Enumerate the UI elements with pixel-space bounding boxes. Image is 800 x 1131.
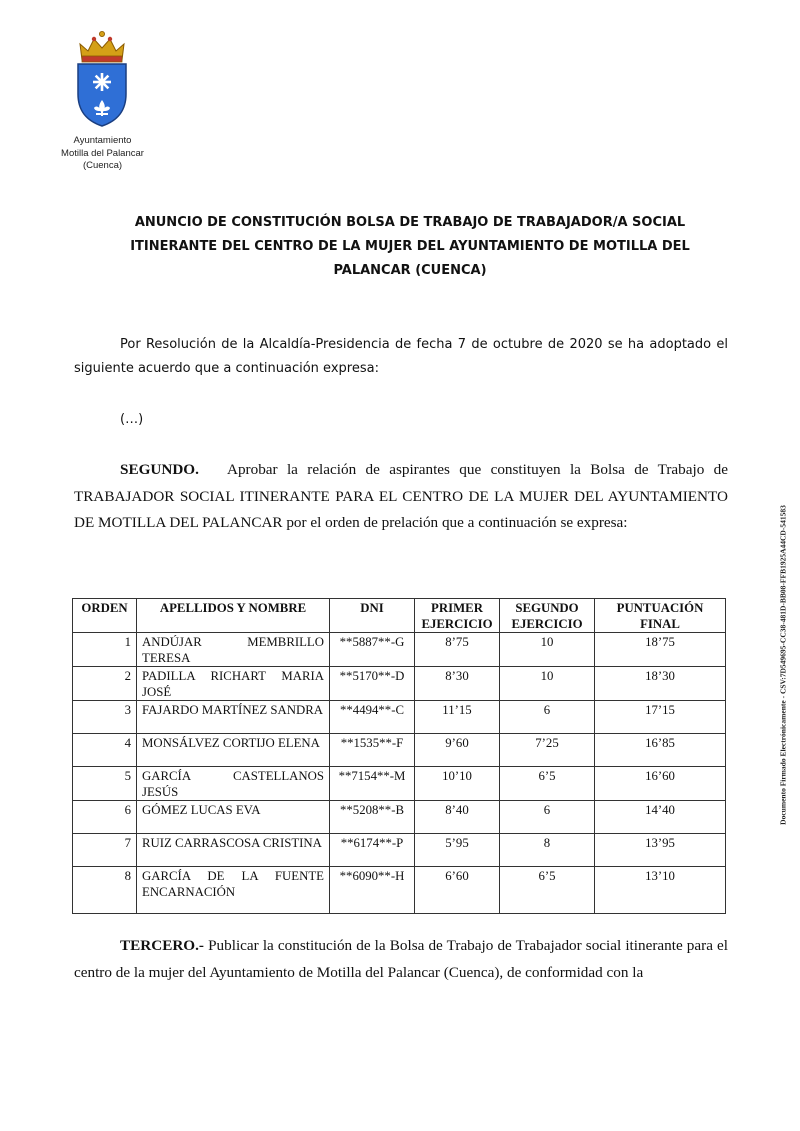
cell-nombre: GARCÍA CASTELLANOS JESÚS bbox=[137, 767, 330, 801]
cell-nombre: GÓMEZ LUCAS EVA bbox=[137, 801, 330, 834]
cell-orden: 4 bbox=[73, 734, 137, 767]
cell-dni: **5170**-D bbox=[330, 667, 415, 701]
cell-orden: 8 bbox=[73, 867, 137, 914]
cell-primer: 8’75 bbox=[415, 633, 500, 667]
cell-dni: **4494**-C bbox=[330, 701, 415, 734]
cell-nombre: GARCÍA DE LA FUENTE ENCARNACIÓN bbox=[137, 867, 330, 914]
org-line: (Cuenca) bbox=[82, 160, 123, 171]
intro-text: Por Resolución de la Alcaldía-Presidencia de fecha 7 de octubre de 2020 se ha adoptado el siguiente acuerdo que a continuación expresa: bbox=[74, 337, 728, 376]
cell-puntuacion: 14’40 bbox=[595, 801, 726, 834]
tercero-paragraph bbox=[74, 933, 728, 986]
cell-segundo: 10 bbox=[500, 667, 595, 701]
cell-primer: 8’30 bbox=[415, 667, 500, 701]
segundo-label: SEGUNDO. bbox=[120, 461, 199, 478]
table-row bbox=[73, 867, 726, 914]
org-line: Ayuntamiento bbox=[73, 135, 132, 146]
cell-puntuacion: 17’15 bbox=[595, 701, 726, 734]
coat-of-arms-icon bbox=[70, 30, 134, 130]
intro-paragraph bbox=[74, 333, 728, 381]
cell-primer: 6’60 bbox=[415, 867, 500, 914]
candidates-table bbox=[72, 598, 726, 914]
cell-nombre: RUIZ CARRASCOSA CRISTINA bbox=[137, 834, 330, 867]
signature-verification-note bbox=[773, 465, 793, 865]
table-header-row bbox=[73, 599, 726, 633]
col-header-orden: ORDEN bbox=[73, 599, 137, 633]
cell-segundo: 10 bbox=[500, 633, 595, 667]
table-row bbox=[73, 667, 726, 701]
cell-segundo: 8 bbox=[500, 834, 595, 867]
table-row bbox=[73, 734, 726, 767]
ellipsis-paragraph bbox=[74, 408, 728, 432]
cell-primer: 9’60 bbox=[415, 734, 500, 767]
cell-nombre: MONSÁLVEZ CORTIJO ELENA bbox=[137, 734, 330, 767]
cell-dni: **1535**-F bbox=[330, 734, 415, 767]
cell-orden: 1 bbox=[73, 633, 137, 667]
org-line: Motilla del Palancar bbox=[61, 147, 144, 159]
col-header-nombre: APELLIDOS Y NOMBRE bbox=[137, 599, 330, 633]
tercero-text: Publicar la constitución de la Bolsa de Trabajo de Trabajador social itinerante para el centro de la mujer del Ayuntamiento de Motilla del Palancar (Cuenca), de conformidad con la bbox=[74, 937, 729, 981]
cell-orden: 7 bbox=[73, 834, 137, 867]
tercero-label: TERCERO.- bbox=[120, 937, 204, 954]
cell-orden: 6 bbox=[73, 801, 137, 834]
cell-dni: **5208**-B bbox=[330, 801, 415, 834]
cell-dni: **7154**-M bbox=[330, 767, 415, 801]
col-header-dni: DNI bbox=[330, 599, 415, 633]
segundo-text: Aprobar la relación de aspirantes que constituyen la Bolsa de Trabajo de TRABAJADOR SOCIAL ITINERANTE PARA EL CENTRO DE LA MUJER DEL AYUNTAMIENTO DE MOTILLA DEL PALANCAR por el orden de prelación que a continuación se expresa: bbox=[74, 461, 729, 531]
cell-dni: **6090**-H bbox=[330, 867, 415, 914]
table-row bbox=[73, 767, 726, 801]
cell-puntuacion: 18’75 bbox=[595, 633, 726, 667]
side-note-text: Documento Firmado Electrónicamente - CSV:7D549695-CC38-481D-BB08-FFB1925A44CD-541583 bbox=[778, 505, 788, 825]
col-header-puntuacion: PUNTUACIÓN FINAL bbox=[595, 599, 726, 633]
table-row bbox=[73, 633, 726, 667]
col-header-primer: PRIMER EJERCICIO bbox=[415, 599, 500, 633]
cell-nombre: PADILLA RICHART MARIA JOSÉ bbox=[137, 667, 330, 701]
cell-orden: 3 bbox=[73, 701, 137, 734]
cell-nombre: ANDÚJAR MEMBRILLO TERESA bbox=[137, 633, 330, 667]
table-row bbox=[73, 801, 726, 834]
cell-primer: 5’95 bbox=[415, 834, 500, 867]
cell-primer: 8’40 bbox=[415, 801, 500, 834]
cell-dni: **6174**-P bbox=[330, 834, 415, 867]
cell-puntuacion: 16’60 bbox=[595, 767, 726, 801]
cell-segundo: 7’25 bbox=[500, 734, 595, 767]
cell-primer: 10’10 bbox=[415, 767, 500, 801]
municipality-label bbox=[45, 135, 160, 173]
table-row bbox=[73, 834, 726, 867]
cell-nombre: FAJARDO MARTÍNEZ SANDRA bbox=[137, 701, 330, 734]
table-row bbox=[73, 701, 726, 734]
cell-dni: **5887**-G bbox=[330, 633, 415, 667]
ellipsis-text: (…) bbox=[120, 412, 144, 427]
cell-orden: 5 bbox=[73, 767, 137, 801]
cell-segundo: 6’5 bbox=[500, 867, 595, 914]
document-title: ANUNCIO DE CONSTITUCIÓN BOLSA DE TRABAJO DE TRABAJADOR/A SOCIAL ITINERANTE DEL CENTRO DE LA MUJER DEL AYUNTAMIENTO DE MOTILLA DEL PALANCAR (CUENCA) bbox=[130, 215, 690, 278]
cell-orden: 2 bbox=[73, 667, 137, 701]
segundo-paragraph bbox=[74, 457, 728, 537]
cell-puntuacion: 13’95 bbox=[595, 834, 726, 867]
cell-primer: 11’15 bbox=[415, 701, 500, 734]
cell-puntuacion: 16’85 bbox=[595, 734, 726, 767]
cell-puntuacion: 18’30 bbox=[595, 667, 726, 701]
col-header-segundo: SEGUNDO EJERCICIO bbox=[500, 599, 595, 633]
cell-puntuacion: 13’10 bbox=[595, 867, 726, 914]
cell-segundo: 6 bbox=[500, 701, 595, 734]
cell-segundo: 6’5 bbox=[500, 767, 595, 801]
cell-segundo: 6 bbox=[500, 801, 595, 834]
